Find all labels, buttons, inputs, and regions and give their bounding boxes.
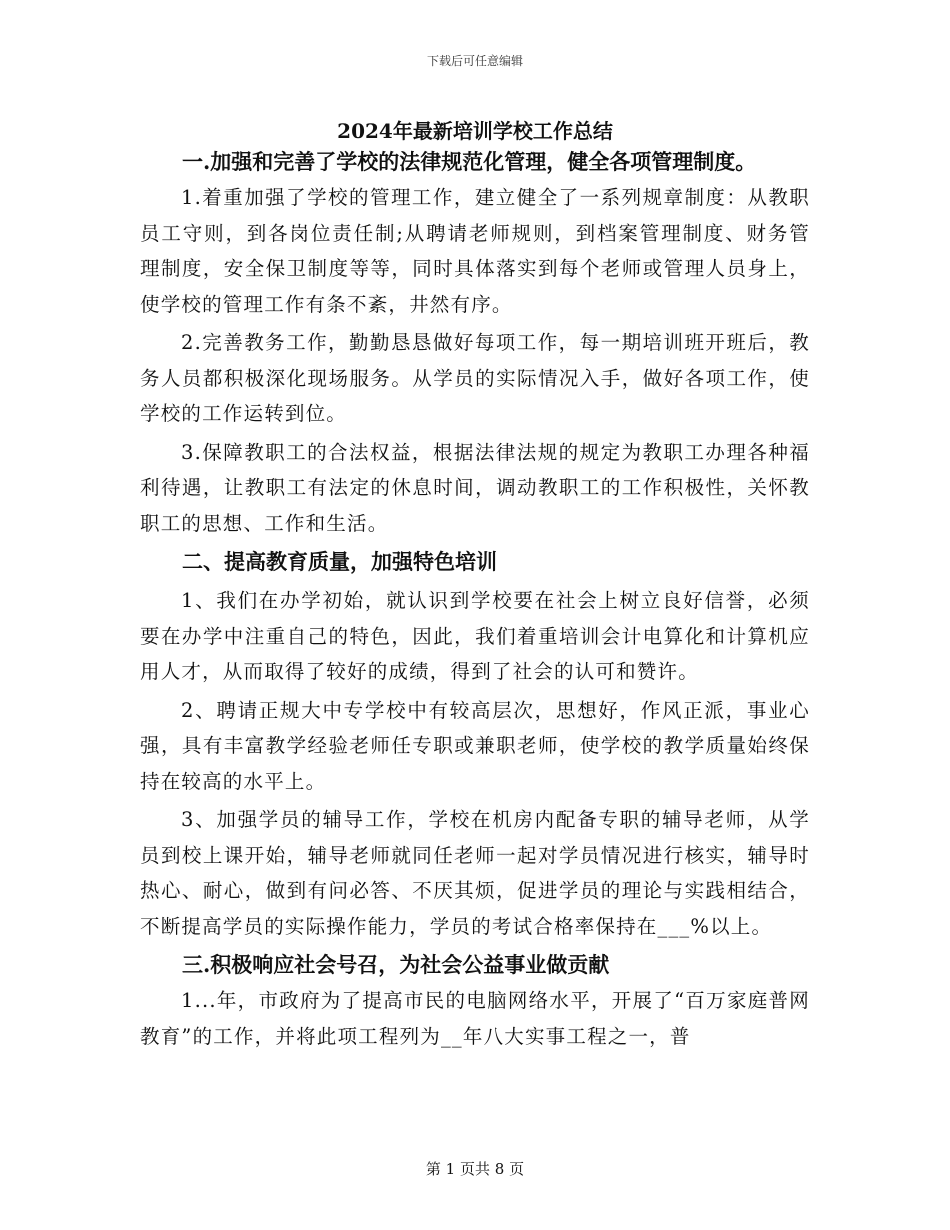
document-title: 2024年最新培训学校工作总结 — [337, 119, 613, 143]
paragraph: 3.保障教职工的合法权益，根据法律法规的规定为教职工办理各种福利待遇，让教职工有法定的休息时间，调动教职工的工作积极性，关怀教职工的思想、工作和生活。 — [140, 440, 810, 535]
paragraph: 3、加强学员的辅导工作，学校在机房内配备专职的辅导老师，从学员到校上课开始，辅导老师就同任老师一起对学员情况进行核实，辅导时热心、耐心，做到有问必答、不厌其烦，促进学员的理论与实践相结合，不断提高学员的实际操作能力，学员的考试合格率保持在___%以上。 — [140, 808, 810, 938]
paragraph: 2.完善教务工作，勤勤恳恳做好每项工作，每一期培训班开班后，教务人员都积极深化现场服务。从学员的实际情况入手，做好各项工作，使学校的工作运转到位。 — [140, 331, 810, 425]
section-heading-3: 三.积极响应社会号召，为社会公益事业做贡献 — [182, 952, 610, 977]
paragraph: 1.着重加强了学校的管理工作，建立健全了一系列规章制度：从教职员工守则，到各岗位责任制;从聘请老师规则，到档案管理制度、财务管理制度，安全保卫制度等等，同时具体落实到每个老师或管理人员身上，使学校的管理工作有条不紊，井然有序。 — [140, 186, 810, 316]
page-footer: 第 1 页共 8 页 — [425, 1160, 525, 1178]
section-heading-2: 二、提高教育质量，加强特色培训 — [182, 549, 497, 574]
paragraph: 1、我们在办学初始，就认识到学校要在社会上树立良好信誉，必须要在办学中注重自己的特色，因此，我们着重培训会计电算化和计算机应用人才，从而取得了较好的成绩，得到了社会的认可和赞许。 — [140, 589, 810, 683]
paragraph: 1...年，市政府为了提高市民的电脑网络水平，开展了“百万家庭普网教育”的工作，并将此项工程列为__年八大实事工程之一，普 — [140, 989, 810, 1048]
document-body — [140, 144, 810, 1054]
section-heading-1: 一.加强和完善了学校的法律规范化管理，健全各项管理制度。 — [182, 149, 757, 174]
paragraph: 2、聘请正规大中专学校中有较高层次，思想好，作风正派，事业心强，具有丰富教学经验老师任专职或兼职老师，使学校的教学质量始终保持在较高的水平上。 — [140, 698, 810, 793]
header-note: 下载后可任意编辑 — [426, 54, 523, 68]
